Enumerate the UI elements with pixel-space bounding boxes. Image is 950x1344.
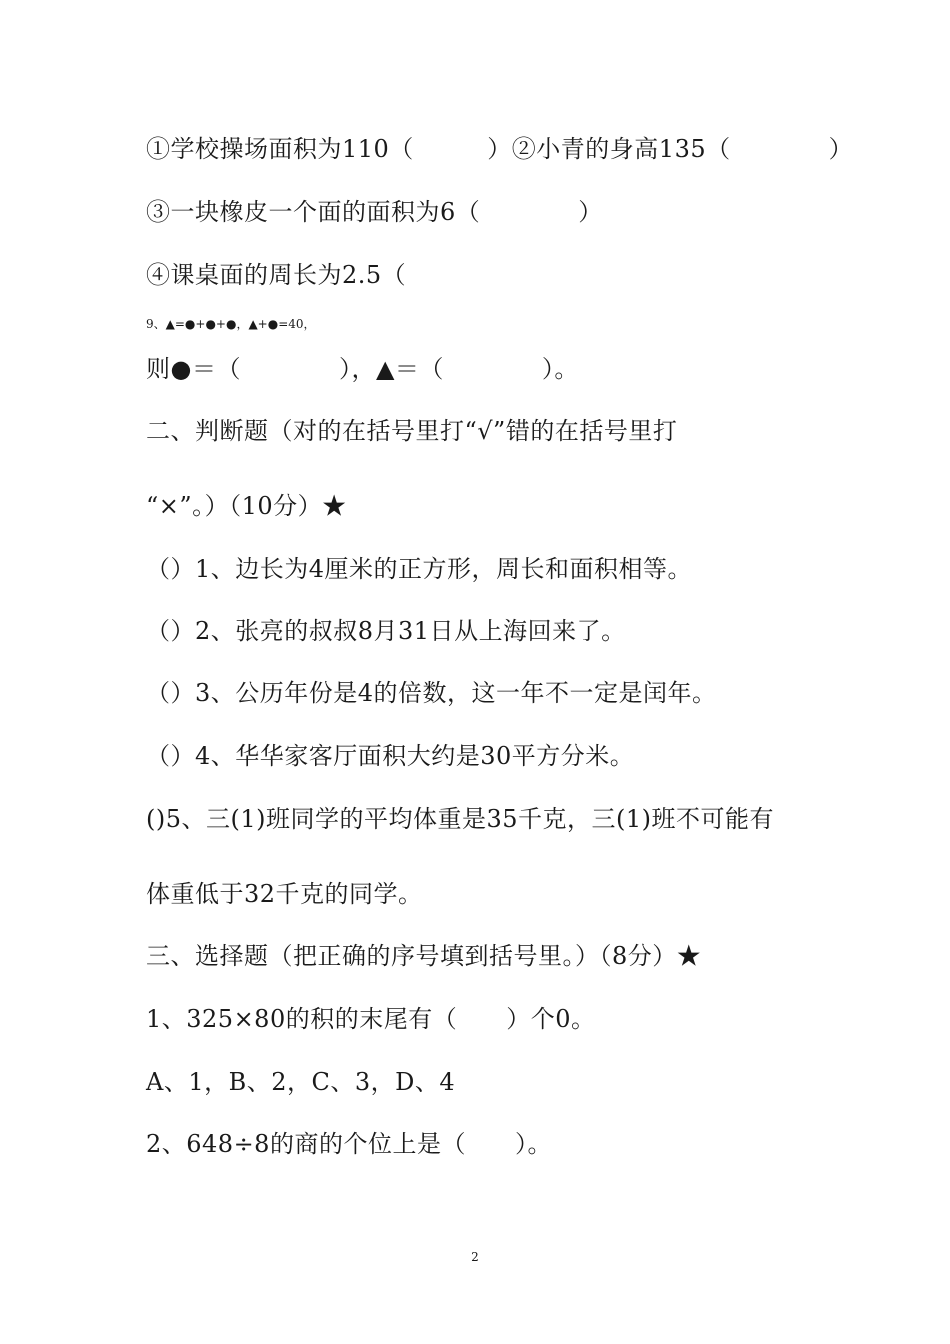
q9-equation: 9、▲=●+●+●，▲+●=40， xyxy=(146,317,316,331)
judgement-item-3: （）3、公历年份是4的倍数，这一年不一定是闰年。 xyxy=(146,679,717,707)
judgement-heading-line-1: 二、判断题（对的在括号里打“√”错的在括号里打 xyxy=(146,417,678,445)
choice-heading: 三、选择题（把正确的序号填到括号里。）（8分）★ xyxy=(146,942,702,970)
judgement-item-5-continued: 体重低于32千克的同学。 xyxy=(146,880,423,908)
judgement-item-2: （）2、张亮的叔叔8月31日从上海回来了。 xyxy=(146,617,626,645)
page-number: 2 xyxy=(471,1250,479,1264)
q8-line-3: ④课桌面的周长为2.5（ xyxy=(146,261,407,289)
q8-line-2: ③一块橡皮一个面的面积为6（ ） xyxy=(146,198,603,226)
choice-question-1-options: A、1，B、2，C、3，D、4 xyxy=(146,1068,456,1096)
judgement-heading-line-2: “×”。）（10分）★ xyxy=(146,492,347,520)
q9-answer-line: 则●＝（ ），▲＝（ ）。 xyxy=(146,355,579,383)
choice-question-1: 1、325×80的积的末尾有（ ）个0。 xyxy=(146,1005,596,1033)
judgement-item-4: （）4、华华家客厅面积大约是30平方分米。 xyxy=(146,742,635,770)
judgement-item-5: ()5、三(1)班同学的平均体重是35千克，三(1)班不可能有 xyxy=(146,805,775,833)
judgement-item-1: （）1、边长为4厘米的正方形，周长和面积相等。 xyxy=(146,555,693,583)
q8-line-1: ①学校操场面积为110（ ）②小青的身高135（ ） xyxy=(146,135,854,163)
choice-question-2: 2、648÷8的商的个位上是（ ）。 xyxy=(146,1130,552,1158)
